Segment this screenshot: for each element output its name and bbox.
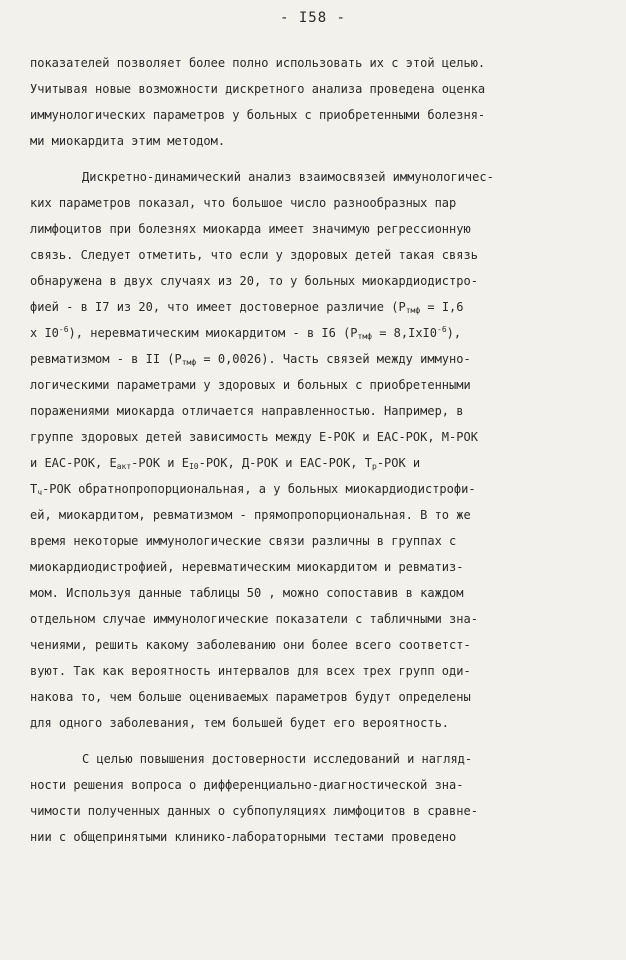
subscript: I0 (188, 462, 199, 471)
text-line: Учитывая новые возможности дискретного анализа проведена оценка (30, 82, 486, 96)
text-line: ких параметров показал, что большое число разнообразных пар (30, 196, 457, 210)
text-fragment: -РОК, Д-РОК и ЕАС-РОК, Т (198, 456, 372, 470)
text-fragment: -РОК и (376, 456, 421, 470)
text-fragment: ), (446, 326, 462, 340)
text-line: логическими параметрами у здоровых и больных с приобретенными (30, 378, 471, 392)
superscript: -6 (437, 325, 447, 334)
text-fragment: = 0,0026). Часть связей между иммуно- (196, 352, 471, 366)
text-fragment: = 8,IxI0 (371, 326, 438, 340)
subscript: акт (116, 462, 132, 471)
text-line: показателей позволяет более полно использовать их с этой целью. (30, 56, 486, 70)
text-line: ей, миокардитом, ревматизмом - прямопропорциональная. В то же (30, 508, 471, 522)
text-line: вуют. Так как вероятность интервалов для всех трех групп оди- (30, 664, 471, 678)
paragraph-3 (30, 746, 590, 850)
text-fragment: ), неревматическим миокардитом - в I6 (P (68, 326, 358, 340)
text-line: группе здоровых детей зависимость между Е-РОК и ЕАС-РОК, М-РОК (30, 430, 478, 444)
text-line: иммунологических параметров у больных с приобретенными болезня- (30, 108, 486, 122)
subscript: тмф (181, 358, 197, 367)
text-line: отдельном случае иммунологические показатели с табличными зна- (30, 612, 478, 626)
superscript: -6 (58, 325, 69, 334)
subscript: ч (37, 488, 43, 497)
text-line: миокардиодистрофией, неревматическим миокардитом и ревматиз- (30, 560, 464, 574)
page-number: - I58 - (279, 10, 346, 26)
subscript: р (371, 462, 377, 471)
text-line: обнаружена в двух случаях из 20, то у больных миокардиодистро- (30, 274, 478, 288)
paragraph-2 (30, 164, 590, 736)
text-line (30, 294, 590, 320)
text-line: ми миокардита этим методом. (30, 134, 226, 148)
text-line: лимфоцитов при болезнях миокарда имеет значимую регрессионную (30, 222, 471, 236)
text-line: Дискретно-динамический анализ взаимосвязей иммунологичес- (82, 170, 494, 184)
text-fragment: и ЕАС-РОК, Е (30, 456, 117, 470)
text-fragment: фией - в I7 из 20, что имеет достоверное различие (P (30, 300, 406, 314)
text-line (30, 476, 590, 502)
subscript: тмф (405, 306, 421, 315)
text-line (30, 346, 590, 372)
text-fragment: = I,6 (420, 300, 464, 314)
text-line: связь. Следует отметить, что если у здоровых детей такая связь (30, 248, 478, 262)
text-line: для одного заболевания, тем большей будет его вероятность. (30, 716, 450, 730)
text-line: нии с общепринятыми клинико-лабораторными тестами проведено (30, 830, 457, 844)
text-line: накова то, чем больше оцениваемых параметров будут определены (30, 690, 471, 704)
text-fragment: x I0 (30, 326, 59, 340)
text-line (30, 320, 590, 346)
text-fragment: -РОК и Е (131, 456, 189, 470)
text-line: поражениями миокарда отличается направленностью. Например, в (30, 404, 464, 418)
paragraph-1 (30, 50, 590, 154)
text-line: чениями, решить какому заболеванию они более всего соответст- (30, 638, 471, 652)
text-line: мом. Используя данные таблицы 50 , можно сопоставив в каждом (30, 586, 464, 600)
text-line: чимости полученных данных о субпопуляциях лимфоцитов в сравне- (30, 804, 478, 818)
text-fragment: Т (30, 482, 38, 496)
text-fragment: -РОК обратнопропорциональная, а у больных миокардиодистрофи- (42, 482, 476, 496)
text-line: С целью повышения достоверности исследований и нагляд- (82, 752, 473, 766)
text-line (30, 450, 590, 476)
text-line: ности решения вопроса о дифференциально-диагностической зна- (30, 778, 464, 792)
text-line: время некоторые иммунологические связи различны в группах с (30, 534, 457, 548)
text-fragment: ревматизмом - в II (P (30, 352, 182, 366)
body-text (30, 50, 590, 850)
subscript: тмф (357, 332, 372, 341)
